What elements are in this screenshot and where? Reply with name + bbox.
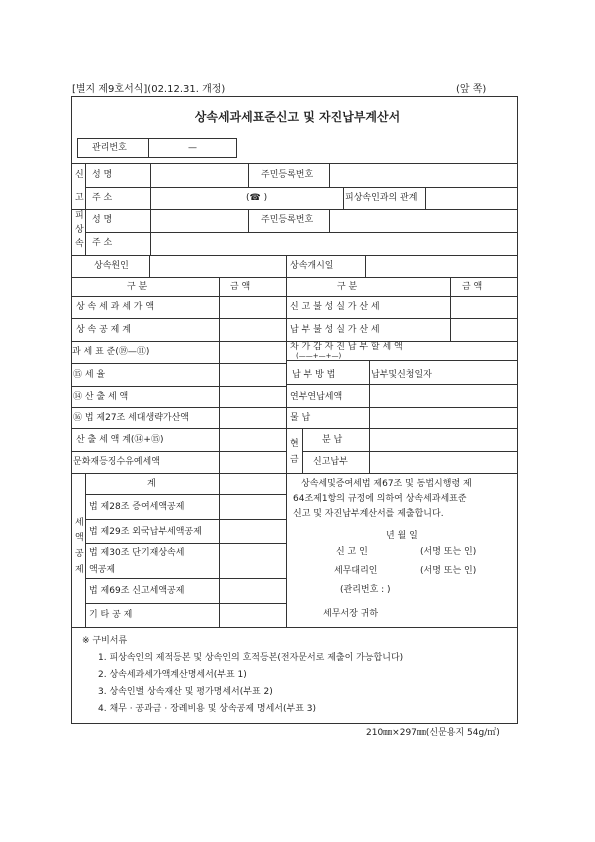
col-head-2: 금 액	[230, 282, 251, 292]
statement-line-1: 상속세및증여세법 제67조 및 동법시행령 제	[301, 479, 472, 489]
row-cash-2: 금	[290, 455, 299, 465]
mgmt-value: —	[188, 143, 197, 153]
start-date-label: 상속개시일	[290, 261, 334, 271]
credit-group-1: 세	[75, 518, 84, 528]
row-deduction-total: 상 속 공 제 계	[76, 325, 131, 335]
row-installment: 연부연납세액	[290, 392, 343, 402]
reporter-label: 신 고 인	[336, 547, 368, 557]
docs-item-3: 3. 상속인별 상속재산 및 평가명세서(부표 2)	[98, 687, 273, 697]
row-self-payment: 차 가 감 자 진 납 부 할 세 액	[290, 342, 403, 352]
decedent-addr-label: 주 소	[92, 238, 113, 248]
addressee: 세무서장 귀하	[323, 609, 379, 619]
declarant-relation-label: 피상속인과의 관계	[345, 193, 418, 203]
row-taxable-value: 상 속 세 과 세 가 액	[76, 302, 155, 312]
decedent-name-label: 성 명	[92, 215, 113, 225]
statement-date: 년 월 일	[386, 531, 418, 541]
decedent-group-3: 속	[75, 239, 84, 249]
credit-foreign-tax: 법 제29조 외국납부세액공제	[89, 527, 202, 537]
row-computed-tax: ⑭ 산 출 세 액	[73, 392, 129, 402]
declarant-group-2: 고	[75, 193, 84, 203]
declarant-group-1: 신	[75, 170, 84, 180]
credit-total: 계	[147, 479, 156, 489]
row-report-penalty: 신 고 불 성 실 가 산 세	[290, 302, 380, 312]
row-generation-skip: ⑯ 법 제27조 세대생략가산액	[73, 413, 189, 423]
row-tax-rate: ⑮ 세 율	[73, 370, 106, 380]
col-head-3: 구 분	[337, 282, 358, 292]
row-deferral: 문화재등징수유예세액	[73, 457, 160, 467]
decedent-rrn-label: 주민등록번호	[261, 215, 314, 225]
credit-group-3: 공	[75, 549, 84, 559]
col-head-1: 구 분	[127, 282, 148, 292]
page-side: (앞 쪽)	[456, 84, 487, 95]
page-title: 상속세과세표준신고 및 자진납부계산서	[194, 110, 401, 124]
credit-gift-tax: 법 제28조 증여세액공제	[89, 502, 185, 512]
credit-group-4: 제	[75, 565, 84, 575]
row-payment-method: 납 부 방 법	[292, 370, 336, 380]
declarant-rrn-label: 주민등록번호	[261, 170, 314, 180]
docs-item-2: 2. 상속세과세가액계산명세서(부표 1)	[98, 670, 247, 680]
declarant-addr-label: 주 소	[92, 193, 113, 203]
row-self-payment-formula: (——+—+—)	[296, 352, 342, 360]
reporter-sign: (서명 또는 인)	[420, 547, 477, 557]
row-tax-base: 과 세 표 준(⑲—⑪)	[72, 347, 150, 357]
col-head-4: 금 액	[462, 282, 483, 292]
decedent-group-2: 상	[75, 225, 84, 235]
row-payment-date: 납부및신청일자	[371, 370, 432, 380]
agent-sign: (서명 또는 인)	[420, 566, 477, 576]
row-cash-1: 현	[290, 439, 299, 449]
docs-item-4: 4. 채무 · 공과금 · 장례비용 및 상속공제 명세서(부표 3)	[98, 704, 316, 714]
form-frame	[71, 96, 518, 724]
declarant-name-label: 성 명	[92, 170, 113, 180]
mgmt-label: 관리번호	[92, 143, 127, 153]
credit-group-2: 액	[75, 533, 84, 543]
row-report-payment: 신고납부	[313, 457, 348, 467]
statement-line-3: 신고 및 자진납부계산서를 제출합니다.	[293, 509, 444, 519]
credit-report: 법 제69조 신고세액공제	[89, 586, 185, 596]
row-split-payment: 분 납	[322, 435, 343, 445]
docs-item-1: 1. 피상속인의 제적등본 및 상속인의 호적등본(전자문서로 제출이 가능합니다)	[98, 653, 404, 663]
statement-line-2: 64조제1항의 규정에 의하여 상속세과세표준	[293, 494, 467, 504]
form-number: [별지 제9호서식](02.12.31. 개정)	[72, 84, 226, 95]
agent-mgmt-no: (관리번호 : )	[340, 585, 391, 595]
paper-spec: 210㎜×297㎜(신문용지 54g/㎡)	[366, 728, 500, 738]
row-computed-total: 산 출 세 액 계(⑭+⑮)	[76, 435, 164, 445]
credit-other: 기 타 공 제	[89, 610, 133, 620]
docs-title: ※ 구비서류	[82, 636, 128, 646]
credit-short-term-1: 법 제30조 단기재상속세	[89, 548, 185, 558]
agent-label: 세무대리인	[334, 566, 378, 576]
cause-label: 상속원인	[94, 261, 129, 271]
credit-short-term-2: 액공제	[89, 565, 116, 575]
row-payment-penalty: 납 부 불 성 실 가 산 세	[290, 325, 380, 335]
declarant-phone: (☎ )	[246, 193, 268, 203]
decedent-group-1: 피	[75, 211, 84, 221]
row-in-kind: 물 납	[290, 413, 311, 423]
